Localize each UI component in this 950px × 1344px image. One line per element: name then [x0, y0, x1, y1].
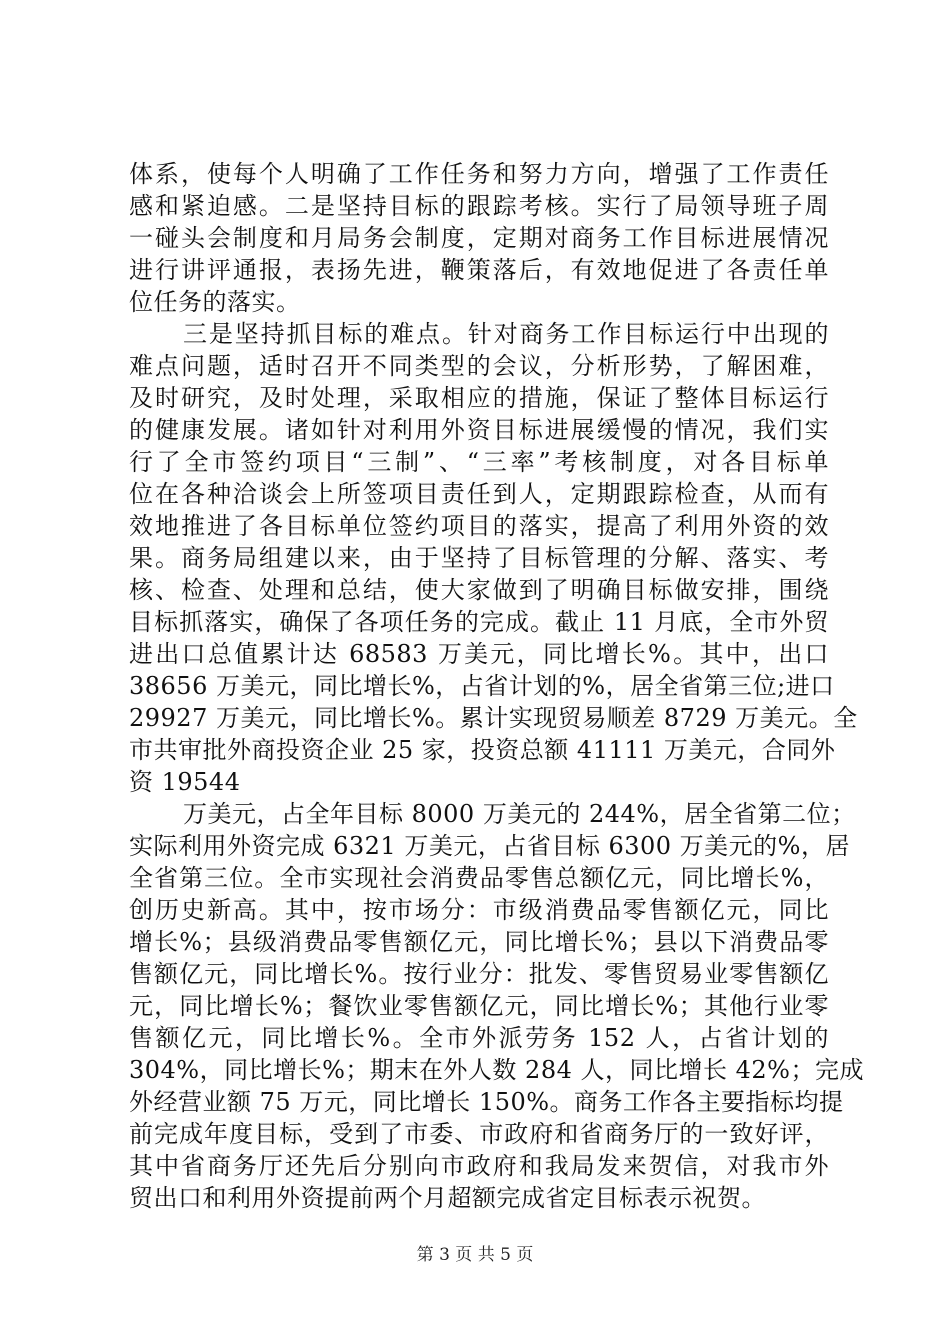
text-line: 全省第三位。全市实现社会消费品零售总额亿元，同比增长%， — [129, 864, 829, 892]
text-line: 目标抓落实，确保了各项任务的完成。截止 11 月底，全市外贸 — [129, 608, 829, 636]
text-line: 行了全市签约项目“三制”、“三率”考核制度，对各目标单 — [129, 448, 829, 476]
text-line: 29927 万美元，同比增长%。累计实现贸易顺差 8729 万美元。全 — [129, 704, 858, 732]
text-line: 售额亿元，同比增长%。按行业分：批发、零售贸易业零售额亿 — [129, 960, 829, 988]
text-line: 的健康发展。诸如针对利用外资目标进展缓慢的情况，我们实 — [129, 416, 829, 444]
page-footer: 第 3 页 共 5 页 — [416, 1245, 534, 1265]
text-line: 其中省商务厅还先后分别向市政府和我局发来贺信，对我市外 — [129, 1152, 829, 1180]
text-line: 体系，使每个人明确了工作任务和努力方向，增强了工作责任 — [129, 160, 829, 188]
text-line: 感和紧迫感。二是坚持目标的跟踪考核。实行了局领导班子周 — [129, 192, 829, 220]
text-line: 万美元，占全年目标 8000 万美元的 244%，居全省第二位； — [183, 800, 856, 828]
text-line: 三是坚持抓目标的难点。针对商务工作目标运行中出现的 — [183, 320, 829, 348]
text-line: 及时研究，及时处理，采取相应的措施，保证了整体目标运行 — [129, 384, 829, 412]
text-line: 售额亿元，同比增长%。全市外派劳务 152 人，占省计划的 — [129, 1024, 829, 1052]
text-line: 外经营业额 75 万元，同比增长 150%。商务工作各主要指标均提 — [129, 1088, 844, 1116]
text-line: 一碰头会制度和月局务会制度，定期对商务工作目标进展情况 — [129, 224, 829, 252]
text-line: 进出口总值累计达 68583 万美元，同比增长%。其中，出口 — [129, 640, 829, 668]
document-body — [129, 158, 864, 1214]
text-line: 创历史新高。其中，按市场分：市级消费品零售额亿元，同比 — [129, 896, 829, 924]
text-line: 位任务的落实。 — [129, 288, 301, 316]
text-line: 实际利用外资完成 6321 万美元，占省目标 6300 万美元的%，居 — [129, 832, 850, 860]
text-line: 38656 万美元，同比增长%，占省计划的%，居全省第三位;进口 — [129, 672, 835, 700]
text-line: 元，同比增长%；餐饮业零售额亿元，同比增长%；其他行业零 — [129, 992, 829, 1020]
text-line: 位在各种洽谈会上所签项目责任到人，定期跟踪检查，从而有 — [129, 480, 829, 508]
text-line: 进行讲评通报，表扬先进，鞭策落后，有效地促进了各责任单 — [129, 256, 829, 284]
text-line: 资 19544 — [129, 768, 241, 796]
text-line: 增长%；县级消费品零售额亿元，同比增长%；县以下消费品零 — [129, 928, 829, 956]
text-line: 难点问题，适时召开不同类型的会议，分析形势，了解困难， — [129, 352, 829, 380]
text-line: 304%，同比增长%；期末在外人数 284 人，同比增长 42%；完成 — [129, 1056, 864, 1084]
text-line: 贸出口和利用外资提前两个月超额完成省定目标表示祝贺。 — [129, 1184, 766, 1212]
text-line: 核、检查、处理和总结，使大家做到了明确目标做安排，围绕 — [129, 576, 829, 604]
text-line: 前完成年度目标，受到了市委、市政府和省商务厅的一致好评， — [129, 1120, 829, 1148]
text-line: 效地推进了各目标单位签约项目的落实，提高了利用外资的效 — [129, 512, 829, 540]
text-line: 果。商务局组建以来，由于坚持了目标管理的分解、落实、考 — [129, 544, 829, 572]
text-line: 市共审批外商投资企业 25 家，投资总额 41111 万美元，合同外 — [129, 736, 836, 764]
